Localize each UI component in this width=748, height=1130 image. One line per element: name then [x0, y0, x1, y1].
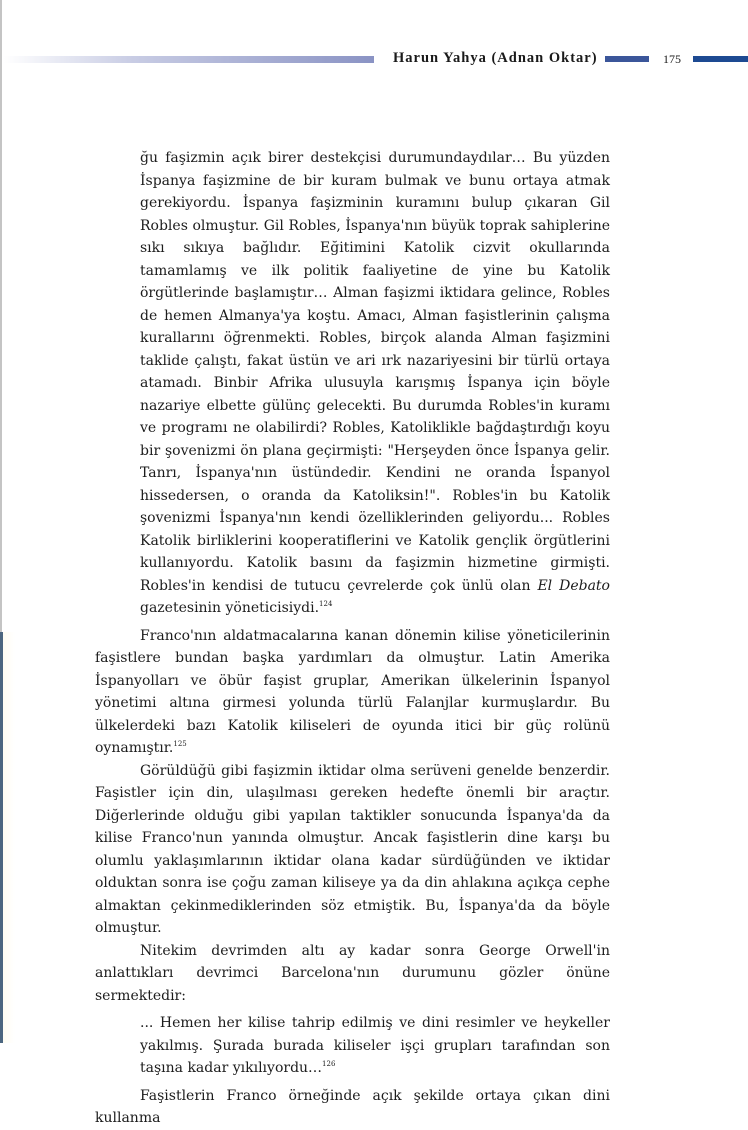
newspaper-title: El Debato	[537, 577, 610, 594]
paragraph	[95, 625, 610, 760]
quote-text-end: gazetesinin yöneticisiydi.	[140, 600, 320, 616]
running-title: Harun Yahya (Adnan Oktar)	[393, 50, 598, 66]
quote-text: ğu faşizmin açık birer destekçisi durumundaydılar… Bu yüzden İspanya faşizmine de bir kuram bulmak ve bunu ortaya atmak gerekiyordu. İspanya faşizminin kuramını bulup çıkaran Gil Robles olmuştur. Gil Robles, İspanya'nın büyük toprak sahiplerine sıkı sıkıya bağlıdır. Eğitimini Katolik cizvit okullarında tamamlamış ve ilk politik faaliyetine de yine bu Katolik örgütlerinde başlamıştır… Alman faşizmi iktidara gelince, Robles de hemen Almanya'ya koştu. Amacı, Alman faşistlerinin çalışma kurallarını öğrenmekti. Robles, birçok alanda Alman faşizmini taklide çalıştı, fakat üstün ve ari ırk nazariyesini bir türlü ortaya atamadı. Binbir Afrika ulusuyla karışmış İspanya için böyle nazariye elbette gülünç gelecekti. Bu durumda Robles'in kuramı ve programı ne olabilirdi? Robles, Katoliklikle bağdaştırdığı koyu bir şovenizmi ön plana geçirmişti: "Herşeyden önce İspanya gelir. Tanrı, İspanya'nın üstündedir. Kendini ne oranda İspanyol hissedersen, o oranda da Katoliksin!". Robles'in bu Katolik şovenizmi İspanya'nın kendi özelliklerinden geliyordu... Robles Katolik birliklerini kooperatiflerini ve Katolik gençlik örgütlerini kullanıyordu. Katolik basını da faşizmin hizmetine girmişti. Robles'in kendisi de tutucu çevrelerde çok ünlü olan	[140, 150, 610, 594]
footnote-ref[interactable]: 125	[173, 740, 187, 748]
paragraph	[95, 760, 610, 940]
paragraph-text: Nitekim devrimden altı ay kadar sonra George Orwell'in anlattıkları devrimci Barcelona'nın durumunu gözler önüne sermektedir:	[95, 942, 610, 1004]
quote-text: ... Hemen her kilise tahrip edilmiş ve dini resimler ve heykeller yakılmış. Şurada burada kiliseler işçi grupları tarafından son taşına kadar yıkılıyordu…	[140, 1015, 610, 1076]
orwell-quote-block	[140, 1012, 610, 1080]
footnote-ref[interactable]: 126	[322, 1060, 336, 1068]
paragraph-text: Franco'nın aldatmacalarına kanan dönemin kilise yöneticilerinin faşistlere bundan başka yardımları da olmuştur. Latin Amerika İspanyolları ve öbür faşist gruplar, Amerikan ülkelerinin İspanyol yönetimi altına girmesi yolunda türlü Falanjlar kurmuşlardır. Bu ülkelerdeki bazı Katolik kiliseleri de oyunda itici bir güç rolünü oynamıştır.	[95, 627, 610, 756]
paragraph-text: Faşistlerin Franco örneğinde açık şekilde ortaya çıkan dini kullanma	[95, 1087, 610, 1126]
continued-quote-block	[140, 147, 610, 620]
paragraph	[95, 940, 610, 1008]
header-accent-bar-right	[693, 56, 748, 62]
paragraph-text: Görüldüğü gibi faşizmin iktidar olma serüveni genelde benzerdir. Faşistler için din, ulaşılması gereken hedefte önemli bir araçtır. Diğerlerinde olduğu gibi yapılan taktikler sonucunda İspanya'da da kilise Franco'nun yanında olmuştur. Ancak faşistlerin dine karşı bu olumlu yaklaşımlarının iktidar olana kadar sürdüğünden ve iktidar olduktan sonra ise çoğu zaman kiliseye ya da din ahlakına açıkça cephe almaktan çekinmediklerinden söz etmiştik. Bu, İspanya'da da böyle olmuştur.	[95, 762, 610, 936]
paragraph	[95, 1085, 610, 1130]
page-number: 175	[663, 52, 681, 66]
left-page-edge	[0, 0, 2, 632]
header-accent-bar	[605, 56, 649, 62]
page-tint	[3, 632, 15, 1043]
page-body	[95, 147, 610, 1130]
footnote-ref[interactable]: 124	[319, 600, 333, 608]
header-gradient-bar	[4, 56, 374, 63]
